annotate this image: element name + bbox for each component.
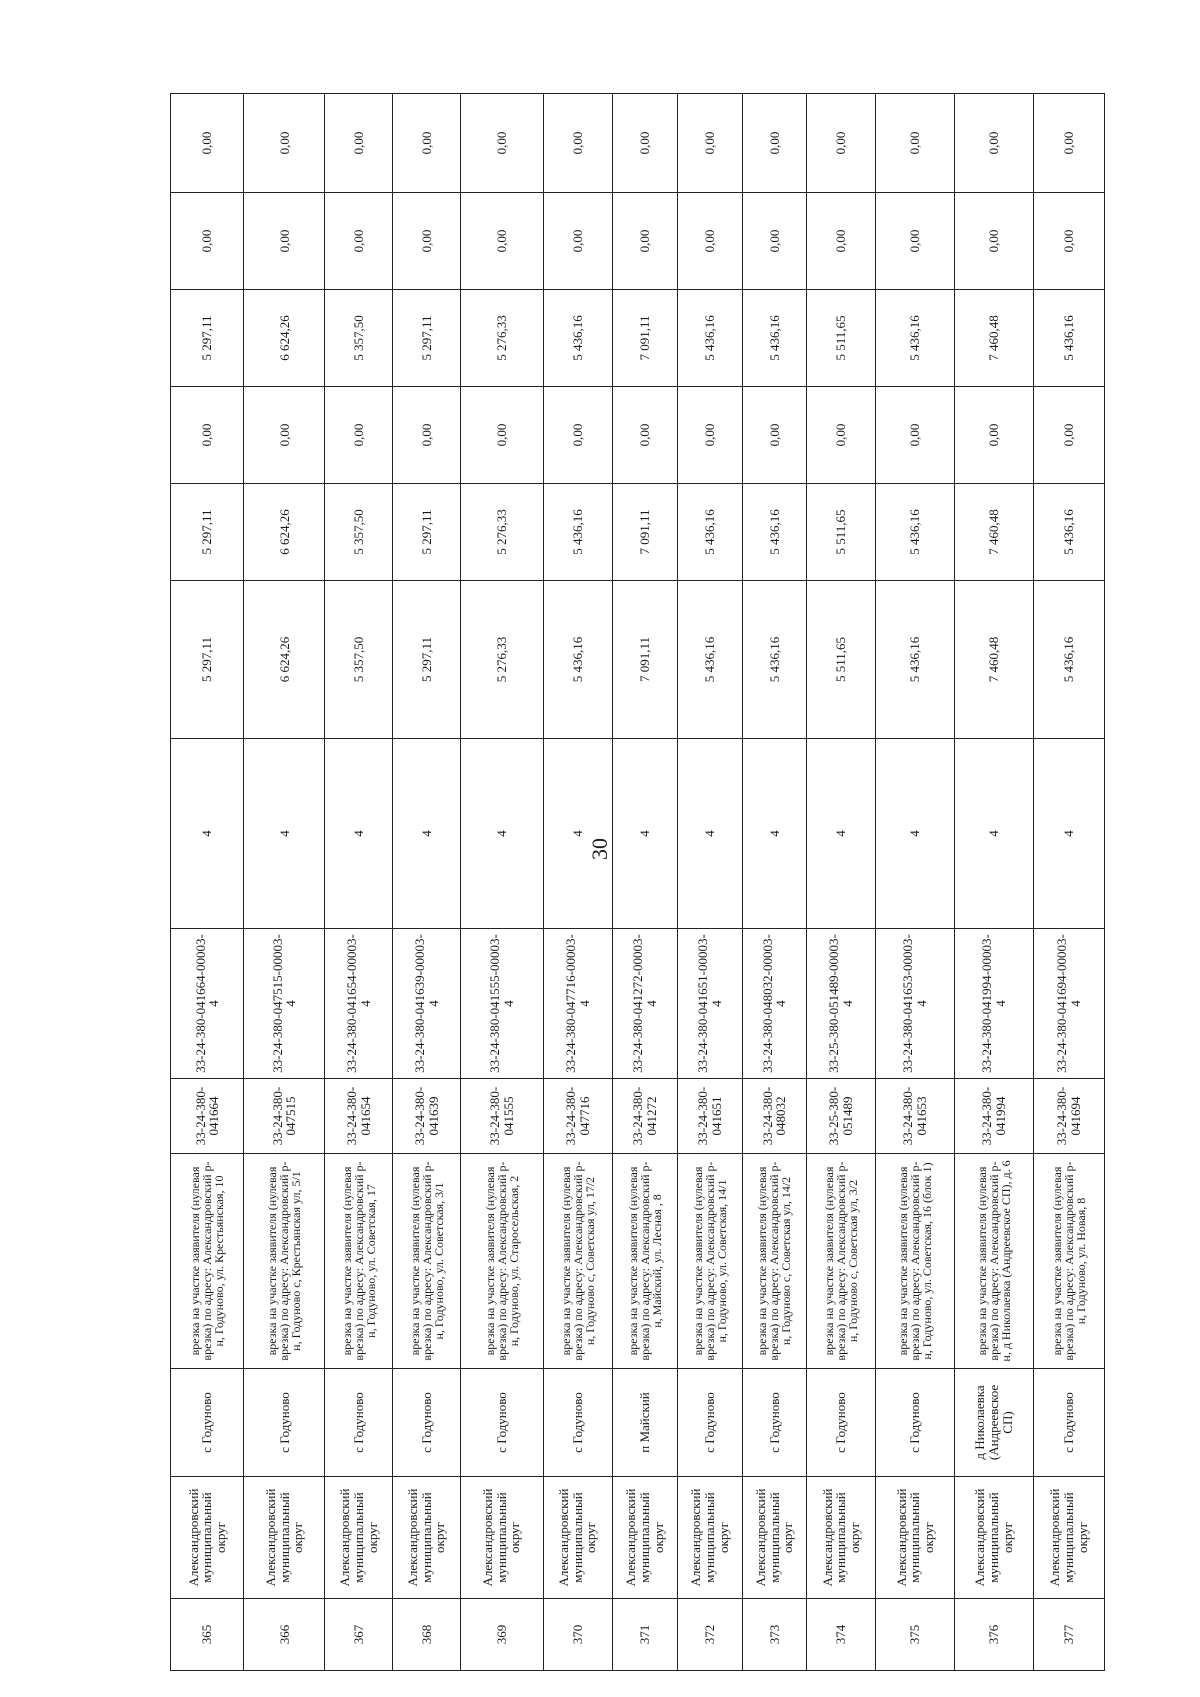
- table-row: [612, 94, 677, 1671]
- category-cell: 4: [1033, 739, 1104, 929]
- table-row: [325, 94, 393, 1671]
- value-cell-4: 5 276,33: [460, 290, 543, 387]
- district-cell: Александровский муниципальный округ: [677, 1477, 742, 1599]
- value-cell-3: 0,00: [1033, 387, 1104, 484]
- value-cell-2: 5 436,16: [742, 484, 806, 581]
- district-cell: Александровский муниципальный округ: [954, 1477, 1033, 1599]
- code-cell: 33-24-380-041653-00003-4: [876, 929, 955, 1079]
- value-cell-1: 7 091,11: [612, 581, 677, 739]
- value-cell-2: 7 091,11: [612, 484, 677, 581]
- code-cell: 33-24-380-041664-00003-4: [171, 929, 244, 1079]
- code-cell: 33-24-380-041654-00003-4: [325, 929, 393, 1079]
- category-cell: 4: [325, 739, 393, 929]
- cadastral-cell: 33-24-380-041653: [876, 1079, 955, 1154]
- description-cell: врезка на участке заявителя (нулевая врезка) по адресу: Александровский р-н, Годуново с, Советская ул, 14/2: [742, 1154, 806, 1369]
- value-cell-6: 0,00: [612, 94, 677, 193]
- locality-cell: с Годуново: [742, 1369, 806, 1477]
- district-cell: Александровский муниципальный округ: [612, 1477, 677, 1599]
- description-cell: врезка на участке заявителя (нулевая врезка) по адресу: Александровский р-н, Годуново, ул. Советская, 3/1: [393, 1154, 460, 1369]
- value-cell-6: 0,00: [954, 94, 1033, 193]
- district-cell: Александровский муниципальный округ: [543, 1477, 612, 1599]
- code-cell: 33-24-380-041994-00003-4: [954, 929, 1033, 1079]
- locality-cell: с Годуново: [171, 1369, 244, 1477]
- cadastral-cell: 33-24-380-041639: [393, 1079, 460, 1154]
- locality-cell: с Годуново: [543, 1369, 612, 1477]
- value-cell-1: 5 511,65: [806, 581, 875, 739]
- cadastral-cell: 33-24-380-041654: [325, 1079, 393, 1154]
- value-cell-6: 0,00: [543, 94, 612, 193]
- table-container: [170, 94, 1105, 1671]
- value-cell-2: 5 436,16: [1033, 484, 1104, 581]
- row-number: 369: [460, 1599, 543, 1671]
- value-cell-4: 5 436,16: [1033, 290, 1104, 387]
- cadastral-cell: 33-24-380-041272: [612, 1079, 677, 1154]
- code-cell: 33-24-380-041639-00003-4: [393, 929, 460, 1079]
- code-cell: 33-24-380-047515-00003-4: [244, 929, 325, 1079]
- value-cell-6: 0,00: [171, 94, 244, 193]
- table-row: [876, 94, 955, 1671]
- value-cell-3: 0,00: [325, 387, 393, 484]
- value-cell-2: 5 297,11: [171, 484, 244, 581]
- value-cell-3: 0,00: [677, 387, 742, 484]
- description-cell: врезка на участке заявителя (нулевая врезка) по адресу: Александровский р-н, Годуново, ул. Советская, 14/1: [677, 1154, 742, 1369]
- district-cell: Александровский муниципальный округ: [244, 1477, 325, 1599]
- description-cell: врезка на участке заявителя (нулевая врезка) по адресу: Александровский р-н, д Николаевка (Андреевское СП), д. 6: [954, 1154, 1033, 1369]
- value-cell-6: 0,00: [677, 94, 742, 193]
- cadastral-cell: 33-24-380-047716: [543, 1079, 612, 1154]
- cadastral-cell: 33-25-380-051489: [806, 1079, 875, 1154]
- value-cell-3: 0,00: [244, 387, 325, 484]
- value-cell-2: 5 436,16: [543, 484, 612, 581]
- value-cell-4: 5 436,16: [677, 290, 742, 387]
- district-cell: Александровский муниципальный округ: [171, 1477, 244, 1599]
- table-row: [742, 94, 806, 1671]
- value-cell-1: 5 436,16: [742, 581, 806, 739]
- value-cell-5: 0,00: [244, 193, 325, 290]
- value-cell-4: 5 511,65: [806, 290, 875, 387]
- value-cell-6: 0,00: [244, 94, 325, 193]
- category-cell: 4: [876, 739, 955, 929]
- district-cell: Александровский муниципальный округ: [1033, 1477, 1104, 1599]
- cadastral-cell: 33-24-380-041651: [677, 1079, 742, 1154]
- value-cell-5: 0,00: [393, 193, 460, 290]
- category-cell: 4: [806, 739, 875, 929]
- row-number: 371: [612, 1599, 677, 1671]
- value-cell-1: 7 460,48: [954, 581, 1033, 739]
- category-cell: 4: [393, 739, 460, 929]
- district-cell: Александровский муниципальный округ: [876, 1477, 955, 1599]
- table-row: [244, 94, 325, 1671]
- category-cell: 4: [677, 739, 742, 929]
- value-cell-1: 5 436,16: [1033, 581, 1104, 739]
- value-cell-3: 0,00: [393, 387, 460, 484]
- value-cell-3: 0,00: [171, 387, 244, 484]
- value-cell-6: 0,00: [393, 94, 460, 193]
- row-number: 365: [171, 1599, 244, 1671]
- value-cell-3: 0,00: [876, 387, 955, 484]
- locality-cell: с Годуново: [393, 1369, 460, 1477]
- value-cell-4: 7 091,11: [612, 290, 677, 387]
- row-number: 372: [677, 1599, 742, 1671]
- value-cell-5: 0,00: [460, 193, 543, 290]
- table-body: [171, 94, 1105, 1671]
- page-number: 30: [587, 838, 612, 860]
- district-cell: Александровский муниципальный округ: [393, 1477, 460, 1599]
- category-cell: 4: [742, 739, 806, 929]
- description-cell: врезка на участке заявителя (нулевая врезка) по адресу: Александровский р-н, Годуново, ул. Советская, 17: [325, 1154, 393, 1369]
- value-cell-5: 0,00: [325, 193, 393, 290]
- code-cell: 33-24-380-041651-00003-4: [677, 929, 742, 1079]
- value-cell-1: 5 436,16: [876, 581, 955, 739]
- description-cell: врезка на участке заявителя (нулевая врезка) по адресу: Александровский р-н, Годуново, ул. Новая, 8: [1033, 1154, 1104, 1369]
- value-cell-2: 5 436,16: [677, 484, 742, 581]
- locality-cell: с Годуново: [325, 1369, 393, 1477]
- value-cell-3: 0,00: [543, 387, 612, 484]
- table-row: [543, 94, 612, 1671]
- locality-cell: п Майский: [612, 1369, 677, 1477]
- code-cell: 33-24-380-047716-00003-4: [543, 929, 612, 1079]
- row-number: 370: [543, 1599, 612, 1671]
- value-cell-6: 0,00: [325, 94, 393, 193]
- value-cell-5: 0,00: [954, 193, 1033, 290]
- table-row: [393, 94, 460, 1671]
- cadastral-cell: 33-24-380-048032: [742, 1079, 806, 1154]
- value-cell-3: 0,00: [954, 387, 1033, 484]
- table-row: [171, 94, 244, 1671]
- description-cell: врезка на участке заявителя (нулевая врезка) по адресу: Александровский р-н, Годуново, ул. Старосельская, 2: [460, 1154, 543, 1369]
- code-cell: 33-24-380-041555-00003-4: [460, 929, 543, 1079]
- value-cell-1: 6 624,26: [244, 581, 325, 739]
- data-table: [170, 93, 1105, 1671]
- category-cell: 4: [171, 739, 244, 929]
- category-cell: 4: [543, 739, 612, 929]
- row-number: 368: [393, 1599, 460, 1671]
- category-cell: 4: [460, 739, 543, 929]
- table-row: [806, 94, 875, 1671]
- value-cell-1: 5 276,33: [460, 581, 543, 739]
- value-cell-1: 5 297,11: [171, 581, 244, 739]
- value-cell-2: 7 460,48: [954, 484, 1033, 581]
- row-number: 367: [325, 1599, 393, 1671]
- category-cell: 4: [244, 739, 325, 929]
- cadastral-cell: 33-24-380-041994: [954, 1079, 1033, 1154]
- value-cell-6: 0,00: [460, 94, 543, 193]
- district-cell: Александровский муниципальный округ: [806, 1477, 875, 1599]
- cadastral-cell: 33-24-380-041555: [460, 1079, 543, 1154]
- value-cell-5: 0,00: [677, 193, 742, 290]
- value-cell-2: 5 357,50: [325, 484, 393, 581]
- value-cell-5: 0,00: [742, 193, 806, 290]
- category-cell: 4: [954, 739, 1033, 929]
- value-cell-4: 5 436,16: [742, 290, 806, 387]
- value-cell-6: 0,00: [876, 94, 955, 193]
- locality-cell: д Николаевка (Андреевское СП): [954, 1369, 1033, 1477]
- category-cell: 4: [612, 739, 677, 929]
- value-cell-5: 0,00: [612, 193, 677, 290]
- row-number: 376: [954, 1599, 1033, 1671]
- district-cell: Александровский муниципальный округ: [460, 1477, 543, 1599]
- value-cell-1: 5 436,16: [677, 581, 742, 739]
- value-cell-5: 0,00: [171, 193, 244, 290]
- value-cell-5: 0,00: [806, 193, 875, 290]
- locality-cell: с Годуново: [677, 1369, 742, 1477]
- table-row: [460, 94, 543, 1671]
- table-row: [1033, 94, 1104, 1671]
- description-cell: врезка на участке заявителя (нулевая врезка) по адресу: Александровский р-н, Годуново, ул. Советская, 16 (блок 1): [876, 1154, 955, 1369]
- value-cell-4: 5 357,50: [325, 290, 393, 387]
- value-cell-4: 5 297,11: [393, 290, 460, 387]
- value-cell-2: 5 297,11: [393, 484, 460, 581]
- value-cell-4: 5 436,16: [543, 290, 612, 387]
- value-cell-5: 0,00: [1033, 193, 1104, 290]
- value-cell-2: 6 624,26: [244, 484, 325, 581]
- value-cell-1: 5 297,11: [393, 581, 460, 739]
- cadastral-cell: 33-24-380-047515: [244, 1079, 325, 1154]
- cadastral-cell: 33-24-380-041694: [1033, 1079, 1104, 1154]
- description-cell: врезка на участке заявителя (нулевая врезка) по адресу: Александровский р-н, Годуново с, Советская ул, 17/2: [543, 1154, 612, 1369]
- value-cell-1: 5 357,50: [325, 581, 393, 739]
- cadastral-cell: 33-24-380-041664: [171, 1079, 244, 1154]
- locality-cell: с Годуново: [806, 1369, 875, 1477]
- value-cell-3: 0,00: [612, 387, 677, 484]
- row-number: 377: [1033, 1599, 1104, 1671]
- value-cell-4: 7 460,48: [954, 290, 1033, 387]
- row-number: 373: [742, 1599, 806, 1671]
- locality-cell: с Годуново: [460, 1369, 543, 1477]
- description-cell: врезка на участке заявителя (нулевая врезка) по адресу: Александровский р-н, Майский, ул. Лесная , 8: [612, 1154, 677, 1369]
- value-cell-5: 0,00: [543, 193, 612, 290]
- value-cell-6: 0,00: [742, 94, 806, 193]
- description-cell: врезка на участке заявителя (нулевая врезка) по адресу: Александровский р-н, Годуново с, Советская ул, 3/2: [806, 1154, 875, 1369]
- code-cell: 33-24-380-048032-00003-4: [742, 929, 806, 1079]
- district-cell: Александровский муниципальный округ: [325, 1477, 393, 1599]
- locality-cell: с Годуново: [1033, 1369, 1104, 1477]
- district-cell: Александровский муниципальный округ: [742, 1477, 806, 1599]
- table-row: [954, 94, 1033, 1671]
- code-cell: 33-24-380-041272-00003-4: [612, 929, 677, 1079]
- row-number: 374: [806, 1599, 875, 1671]
- value-cell-6: 0,00: [806, 94, 875, 193]
- value-cell-2: 5 436,16: [876, 484, 955, 581]
- value-cell-5: 0,00: [876, 193, 955, 290]
- value-cell-4: 5 436,16: [876, 290, 955, 387]
- table-row: [677, 94, 742, 1671]
- value-cell-3: 0,00: [460, 387, 543, 484]
- value-cell-4: 6 624,26: [244, 290, 325, 387]
- description-cell: врезка на участке заявителя (нулевая врезка) по адресу: Александровский р-н, Годуново, ул. Крестьянская, 10: [171, 1154, 244, 1369]
- locality-cell: с Годуново: [876, 1369, 955, 1477]
- description-cell: врезка на участке заявителя (нулевая врезка) по адресу: Александровский р-н, Годуново с, Крестьянская ул, 5/1: [244, 1154, 325, 1369]
- value-cell-2: 5 276,33: [460, 484, 543, 581]
- row-number: 375: [876, 1599, 955, 1671]
- value-cell-3: 0,00: [742, 387, 806, 484]
- value-cell-4: 5 297,11: [171, 290, 244, 387]
- value-cell-6: 0,00: [1033, 94, 1104, 193]
- locality-cell: с Годуново: [244, 1369, 325, 1477]
- value-cell-3: 0,00: [806, 387, 875, 484]
- code-cell: 33-25-380-051489-00003-4: [806, 929, 875, 1079]
- value-cell-1: 5 436,16: [543, 581, 612, 739]
- row-number: 366: [244, 1599, 325, 1671]
- code-cell: 33-24-380-041694-00003-4: [1033, 929, 1104, 1079]
- value-cell-2: 5 511,65: [806, 484, 875, 581]
